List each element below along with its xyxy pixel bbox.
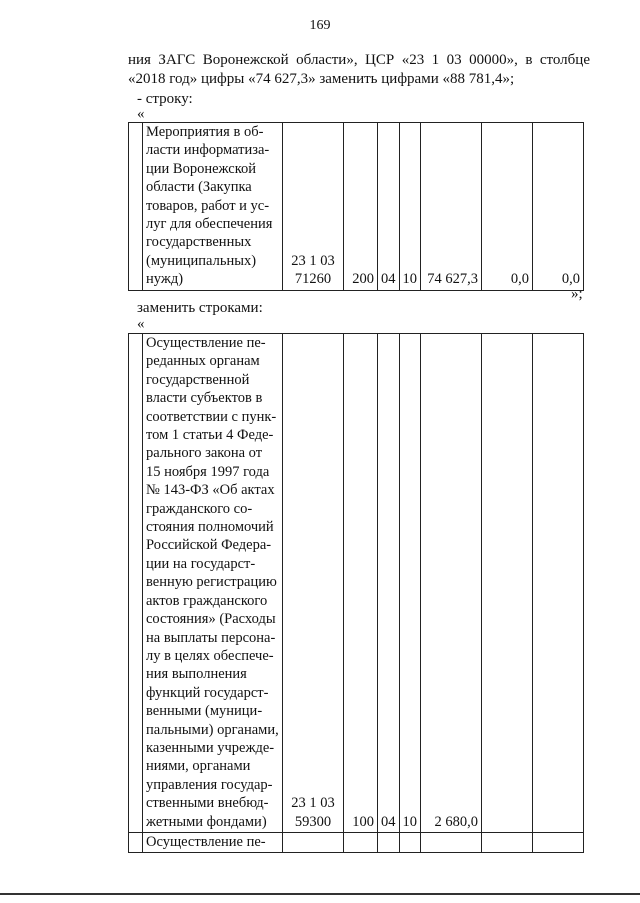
table-row [129,123,584,291]
row-name-cell [143,334,283,833]
amount-2018-cell: 2 680,0 [421,334,482,833]
csr-cell [283,334,344,833]
close-quote: »; [571,286,583,302]
table-cell-empty [344,832,378,852]
table-cell-empty [129,334,143,833]
intro-paragraph-line-2: «2018 год» цифры «74 627,3» заменить цифрами «88 781,4»; [128,71,515,87]
amount-2019-cell [482,334,533,833]
table-cell-empty [482,832,533,852]
row-label: - строку: [137,91,193,107]
amount-2020-cell: 0,0 [533,123,584,291]
replace-label: заменить строками: [137,300,263,316]
amount-2020-cell [533,334,584,833]
csr-code: 23 1 03 71260 [291,252,335,288]
row-name: Мероприятия в об- ласти информатиза- ции Воронежской области (Закупка товаров, работ и ус- луг для обеспечения государственных (муниципальных) нужд) [146,124,273,288]
row-name-cell [143,123,283,291]
table-cell-empty [421,832,482,852]
open-quote-1: « [137,106,145,122]
csr-cell [283,123,344,291]
pr-cell: 10 [399,334,421,833]
row-name: Осуществление пе- реданных органам государственной власти субъектов в соответствии с пунк- том 1 статьи 4 Феде- рального закона от 15 ноября 1997 года № 143-ФЗ «Об актах гражданского со- стояния полномочий Российской Федера- ции на государст- венную регистрацию актов гражданского состояния» (Расходы на выплаты персона- лу в целях обеспече- ния выполнения функций государст- венными (муници- пальными) органами, казенными учрежде- ниями, органами управления государ- ственными внебюд- жетными фондами) [146,335,279,830]
page-number: 169 [309,18,331,33]
table-cell-empty [129,832,143,852]
rz-cell: 04 [378,123,400,291]
table-cell-empty [129,123,143,291]
amount-2018-cell: 74 627,3 [421,123,482,291]
intro-paragraph-line-1: ния ЗАГС Воронежской области», ЦСР «23 1 03 00000», в столбце [128,52,590,68]
vr-cell: 200 [344,123,378,291]
row-name-cell: Осуществление пе- [143,832,283,852]
table-row [129,334,584,833]
table-cell-empty [399,832,421,852]
table-cell-empty [533,832,584,852]
scan-bottom-edge [0,893,640,895]
open-quote-2: « [137,316,145,332]
rz-cell: 04 [378,334,400,833]
csr-code: 23 1 03 59300 [291,795,335,830]
budget-table-replacement [128,333,584,853]
pr-cell: 10 [399,123,421,291]
table-row [129,832,584,852]
budget-table-original [128,122,584,291]
vr-cell: 100 [344,334,378,833]
table-cell-empty [378,832,400,852]
amount-2019-cell: 0,0 [482,123,533,291]
table-cell-empty [283,832,344,852]
